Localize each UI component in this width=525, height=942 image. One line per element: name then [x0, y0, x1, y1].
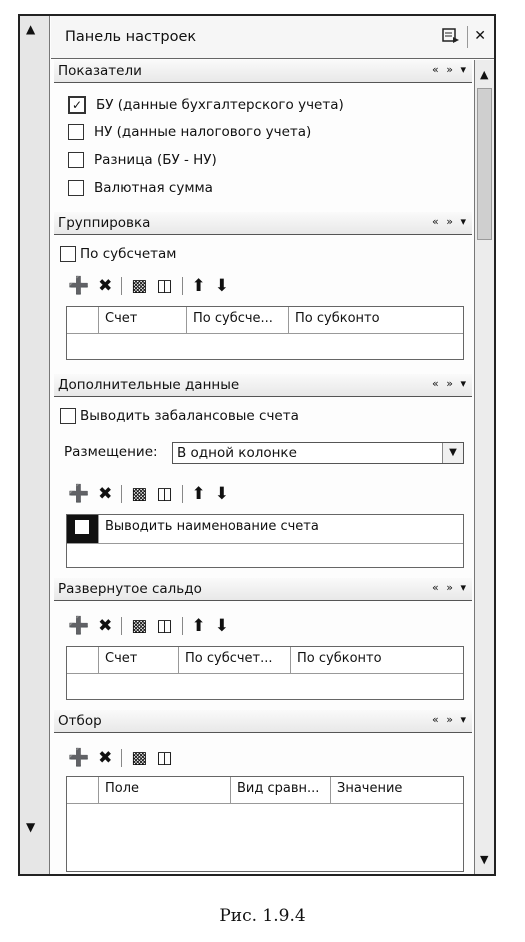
title-separator: [467, 26, 468, 48]
toolbar-separator: [121, 617, 122, 635]
move-down-icon[interactable]: ⬇: [214, 276, 230, 296]
column-header: [67, 647, 99, 673]
column-header: [67, 307, 99, 333]
checkbox-label: БУ (данные бухгалтерского учета): [96, 97, 344, 113]
check-all-icon[interactable]: ▩: [131, 616, 148, 636]
column-header-account[interactable]: Счет: [99, 307, 187, 333]
checkbox-icon[interactable]: ✓: [68, 96, 86, 114]
scroll-down-icon[interactable]: ▼: [480, 853, 489, 866]
uncheck-all-icon[interactable]: ◫: [156, 616, 173, 636]
toolbar-separator: [121, 485, 122, 503]
column-header: [67, 777, 99, 803]
checkbox-currency[interactable]: [68, 180, 213, 196]
checkbox-label: НУ (данные налогового учета): [94, 124, 312, 140]
section-title: Развернутое сальдо: [58, 581, 202, 597]
column-header-account[interactable]: Счет: [99, 647, 179, 673]
section-controls[interactable]: « » ▾: [432, 215, 468, 228]
toolbar-separator: [121, 277, 122, 295]
section-header-indicators[interactable]: [54, 60, 472, 83]
checkbox-icon[interactable]: [60, 408, 76, 424]
move-up-icon[interactable]: ⬆: [191, 484, 206, 504]
section-controls[interactable]: « » ▾: [432, 63, 468, 76]
section-header-additional[interactable]: [54, 374, 472, 397]
filter-table[interactable]: [66, 776, 464, 872]
column-header-subconto[interactable]: По субконто: [297, 651, 382, 666]
checkbox-nu[interactable]: [68, 124, 311, 140]
chevron-down-icon[interactable]: ▼: [442, 443, 463, 463]
title-bar: [51, 16, 494, 59]
section-title: Показатели: [58, 63, 142, 79]
scroll-down-icon[interactable]: ▼: [26, 820, 36, 834]
check-all-icon[interactable]: ▩: [131, 276, 148, 296]
section-title: Группировка: [58, 215, 151, 231]
panel-settings-icon[interactable]: [442, 28, 460, 48]
section-controls[interactable]: « » ▾: [432, 713, 468, 726]
toolbar-separator: [182, 277, 183, 295]
scroll-up-icon[interactable]: ▲: [26, 22, 36, 36]
scroll-thumb[interactable]: [477, 88, 492, 240]
section-controls[interactable]: « » ▾: [432, 581, 468, 594]
checkbox-icon[interactable]: [68, 152, 84, 168]
additional-table[interactable]: [66, 514, 464, 568]
column-header-comparison[interactable]: Вид сравн...: [231, 777, 331, 803]
column-header-subaccount[interactable]: По субсче...: [187, 307, 289, 333]
checkbox-icon[interactable]: [68, 124, 84, 140]
delete-icon[interactable]: ✖: [98, 276, 113, 296]
checkbox-bu[interactable]: [68, 96, 344, 114]
right-scrollbar[interactable]: [474, 60, 494, 874]
uncheck-all-icon[interactable]: ◫: [156, 748, 173, 768]
checkbox-off-balance[interactable]: [60, 408, 299, 424]
table-row[interactable]: [67, 515, 463, 544]
table-header: [67, 777, 463, 804]
check-all-icon[interactable]: ▩: [131, 484, 148, 504]
toolbar-separator: [182, 485, 183, 503]
delete-icon[interactable]: ✖: [98, 616, 113, 636]
add-icon[interactable]: ➕: [68, 616, 90, 636]
uncheck-all-icon[interactable]: ◫: [156, 276, 173, 296]
delete-icon[interactable]: ✖: [98, 484, 113, 504]
column-header-subconto[interactable]: По субконто: [295, 311, 380, 326]
column-header-value[interactable]: Значение: [337, 781, 403, 796]
window-title: Панель настроек: [65, 29, 197, 45]
section-header-grouping[interactable]: [54, 212, 472, 235]
add-icon[interactable]: ➕: [68, 748, 90, 768]
uncheck-all-icon[interactable]: ◫: [156, 484, 173, 504]
checkbox-icon[interactable]: [68, 180, 84, 196]
checkbox-label: Выводить забалансовые счета: [80, 408, 299, 424]
toolbar-separator: [182, 617, 183, 635]
checkbox-label: По субсчетам: [80, 246, 177, 262]
column-header-field[interactable]: Поле: [99, 777, 231, 803]
table-header: [67, 307, 463, 334]
checkbox-label: Разница (БУ - НУ): [94, 152, 217, 168]
checkbox-icon[interactable]: [60, 246, 76, 262]
move-up-icon[interactable]: ⬆: [191, 616, 206, 636]
section-controls[interactable]: « » ▾: [432, 377, 468, 390]
expanded-balance-toolbar: [68, 616, 238, 636]
close-icon[interactable]: ✕: [474, 28, 486, 44]
section-header-expanded-balance[interactable]: [54, 578, 472, 601]
grouping-toolbar: [68, 276, 238, 296]
grouping-table[interactable]: [66, 306, 464, 360]
placement-select[interactable]: [172, 442, 464, 464]
section-title: Отбор: [58, 713, 102, 729]
checkbox-by-subaccounts[interactable]: [60, 246, 176, 262]
move-down-icon[interactable]: ⬇: [214, 616, 230, 636]
left-scrollbar[interactable]: [20, 16, 50, 874]
settings-panel: [18, 14, 496, 876]
toolbar-separator: [121, 749, 122, 767]
delete-icon[interactable]: ✖: [98, 748, 113, 768]
column-header-subaccount[interactable]: По субсчет...: [179, 647, 291, 673]
placement-value: В одной колонке: [177, 445, 297, 461]
checkbox-difference[interactable]: [68, 152, 217, 168]
checkbox-icon[interactable]: [75, 520, 89, 534]
move-up-icon[interactable]: ⬆: [191, 276, 206, 296]
add-icon[interactable]: ➕: [68, 276, 90, 296]
figure-caption: Рис. 1.9.4: [219, 906, 306, 926]
table-header: [67, 647, 463, 674]
additional-toolbar: [68, 484, 238, 504]
row-text: Выводить наименование счета: [105, 519, 319, 534]
row-marker[interactable]: [67, 515, 99, 543]
placement-label: Размещение:: [64, 444, 158, 460]
filter-toolbar: [68, 748, 182, 768]
section-title: Дополнительные данные: [58, 377, 240, 393]
checkbox-label: Валютная сумма: [94, 180, 213, 196]
scroll-up-icon[interactable]: ▲: [480, 68, 489, 81]
move-down-icon[interactable]: ⬇: [214, 484, 230, 504]
add-icon[interactable]: ➕: [68, 484, 90, 504]
expanded-balance-table[interactable]: [66, 646, 464, 700]
section-header-filter[interactable]: [54, 710, 472, 733]
check-all-icon[interactable]: ▩: [131, 748, 148, 768]
